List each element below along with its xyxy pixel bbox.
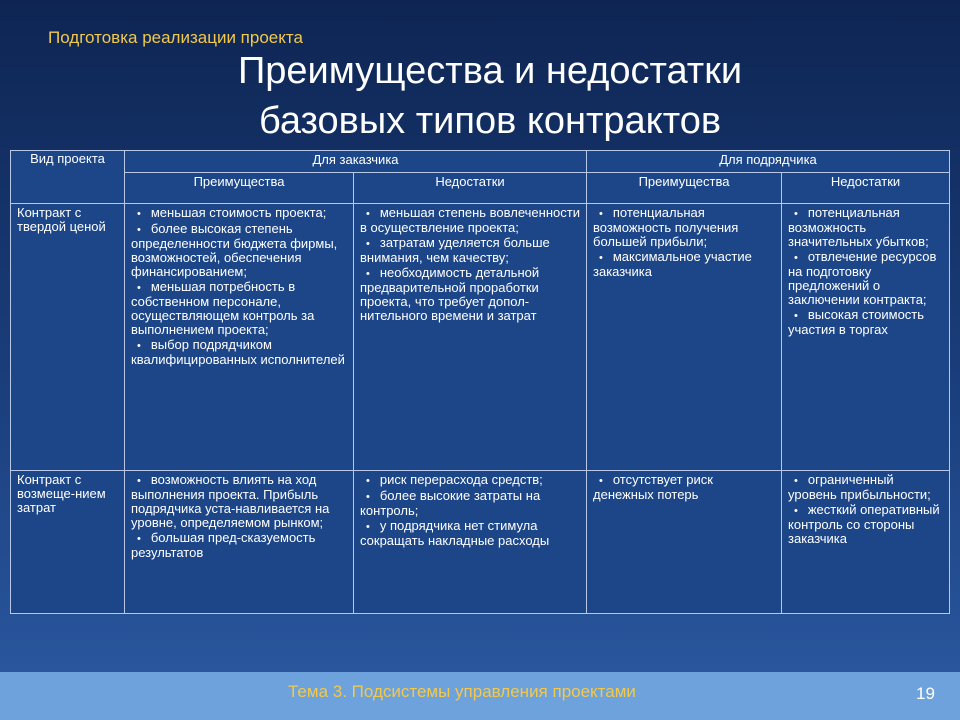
bullet-icon: • [794,505,798,517]
bullet-icon: • [366,238,370,250]
cell-customer-disadvantages [354,471,587,614]
cell-contractor-advantages [587,471,782,614]
bullet-icon: • [137,475,141,487]
list-item: • ограниченный уровень прибыльности; [788,472,931,502]
list-item: • большая пред-сказуемость результатов [131,530,316,560]
bullet-icon: • [599,208,603,220]
bullet-icon: • [137,340,141,352]
contracts-table [10,150,950,614]
column-header-customer-advantages: Преимущества [125,173,354,204]
bullet-icon: • [599,475,603,487]
bullet-icon: • [794,208,798,220]
list-item: • более высокая степень определенности бюджета фирмы, возможностей, обеспечения финансированием; [131,221,338,279]
row-kind-label: Контракт с возмеще-нием затрат [11,471,125,614]
bullet-icon: • [794,252,798,264]
bullet-icon: • [794,475,798,487]
bullet-icon: • [137,282,141,294]
cell-customer-disadvantages [354,204,587,471]
list-item: • высокая стоимость участия в торгах [788,307,925,337]
list-item: • жесткий оперативный контроль со стороны заказчика [788,502,940,546]
column-header-contractor-disadvantages: Недостатки [782,173,950,204]
bullet-icon: • [366,475,370,487]
title-line-1: Преимущества и недостатки [237,50,743,92]
page-title [170,46,810,146]
list-item: • возможность влиять на ход выполнения проекта. Прибыль подрядчика уста-навливается на уровне, определяемом рынком; [131,472,330,530]
list-item: • отсутствует риск денежных потерь [593,472,713,502]
list-item: • меньшая степень вовлеченности в осуществление проекта; [360,205,580,235]
bullet-icon: • [137,533,141,545]
column-header-customer-disadvantages: Недостатки [354,173,587,204]
list-item: • более высокие затраты на контроль; [360,488,541,518]
title-line-2: базовых типов контрактов [258,100,722,142]
list-item: • меньшая стоимость проекта; [131,206,347,221]
bullet-icon: • [137,224,141,236]
table-subheader-row [11,173,950,204]
bullet-icon: • [599,252,603,264]
bullet-icon: • [366,521,370,533]
table-header-row [11,151,950,173]
cell-customer-advantages [125,471,354,614]
list-item: • потенциальная возможность значительных убытков; [788,205,929,249]
list-item: • у подрядчика нет стимула сокращать накладные расходы [360,518,550,548]
bullet-icon: • [794,310,798,322]
group-header-customer: Для заказчика [125,151,587,173]
cell-contractor-disadvantages [782,204,950,471]
list-item: • потенциальная возможность получения большей прибыли; [593,205,739,249]
list-item: • максимальное участие заказчика [593,249,752,279]
footer-topic: Тема 3. Подсистемы управления проектами [288,682,636,701]
cell-customer-advantages [125,204,354,471]
list-item: • необходимость детальной предварительной проработки проекта, что требует допол-нительного времени и затрат [360,265,540,323]
column-header-contractor-advantages: Преимущества [587,173,782,204]
table-row-cost-reimbursement [11,471,950,614]
bullet-icon: • [366,491,370,503]
list-item: • отвлечение ресурсов на подготовку предложений о заключении контракта; [788,249,937,307]
row-kind-label: Контракт с твердой ценой [11,204,125,471]
list-item: • меньшая потребность в собственном персонале, осуществляющем контроль за выполнением проекта; [131,279,315,337]
group-header-contractor: Для подрядчика [587,151,950,173]
section-subtitle: Подготовка реализации проекта [48,28,303,47]
list-item: • риск перерасхода средств; [360,473,580,488]
bullet-icon: • [366,268,370,280]
bullet-icon: • [366,208,370,220]
list-item: • затратам уделяется больше внимания, чем качеству; [360,235,550,265]
table-row-fixed-price [11,204,950,471]
cell-contractor-advantages [587,204,782,471]
list-item: • выбор подрядчиком квалифицированных исполнителей [131,337,345,367]
bullet-icon: • [137,208,141,220]
column-header-kind: Вид проекта [11,151,125,204]
cell-contractor-disadvantages [782,471,950,614]
page-number: 19 [916,684,935,703]
